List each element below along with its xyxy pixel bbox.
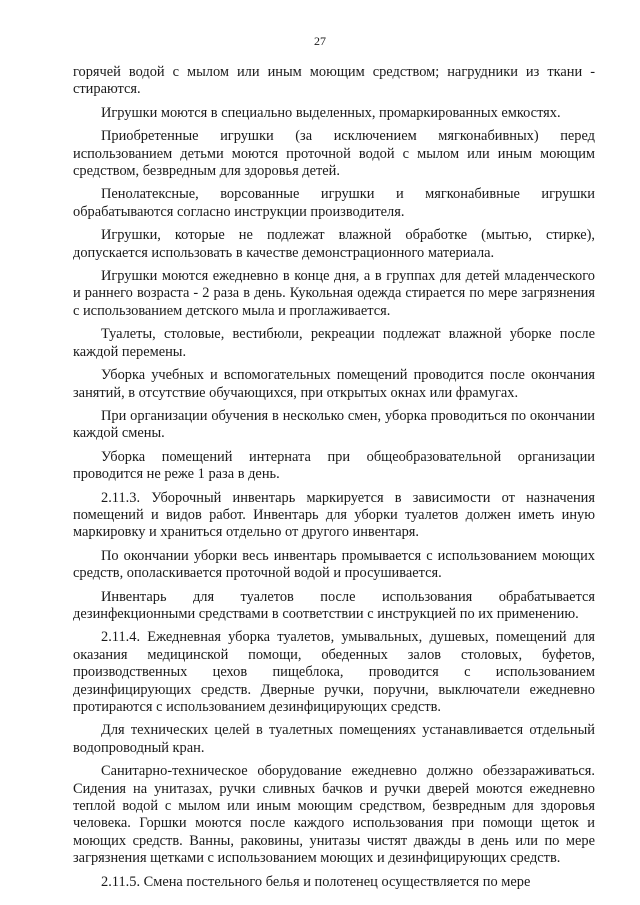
paragraph: Игрушки моются ежедневно в конце дня, а в группах для детей младенческого и раннего возраста - 2 раза в день. Кукольная одежда стирается по мере загрязнения с использованием детского мыла и проглаживается. (73, 268, 595, 319)
document-text (73, 64, 595, 897)
paragraph: 2.11.5. Смена постельного белья и полотенец осуществляется по мере (101, 873, 531, 890)
paragraph: Санитарно-техническое оборудование ежедневно должно обеззараживаться. Сидения на унитазах, ручки сливных бачков и ручки дверей моются ежедневно теплой водой с мылом или иным моющим средством, безвредным для здоровья человека. Горшки моются после каждого использования при помощи щеток и моющих средств. Ванны, раковины, унитазы чистят дважды в день или по мере загрязнения щетками с использованием моющих и дезинфицирующих средств. (73, 763, 595, 867)
paragraph: 2.11.4. Ежедневная уборка туалетов, умывальных, душевых, помещений для оказания медицинской помощи, обеденных залов столовых, буфетов, производственных цехов пищеблока, проводится с использованием дезинфицирующих средств. Дверные ручки, поручни, выключатели ежедневно протираются с использованием дезинфицирующих средств. (73, 629, 595, 715)
paragraph: Уборка помещений интерната при общеобразовательной организации проводится не реже 1 раза в день. (73, 448, 595, 483)
paragraph: Инвентарь для туалетов после использования обрабатывается дезинфекционными средствами в соответствии с инструкцией по их применению. (73, 588, 595, 622)
paragraph: Для технических целей в туалетных помещениях устанавливается отдельный водопроводный кран. (73, 722, 595, 756)
paragraph: Пенолатексные, ворсованные игрушки и мягконабивные игрушки обрабатываются согласно инструкции производителя. (73, 186, 595, 220)
paragraph: Приобретенные игрушки (за исключением мягконабивных) перед использованием детьми моются проточной водой с мылом или иным моющим средством, безвредным для здоровья детей. (73, 128, 595, 180)
paragraph: Туалеты, столовые, вестибюли, рекреации подлежат влажной уборке после каждой перемены. (73, 326, 595, 360)
paragraph: При организации обучения в несколько смен, уборка проводиться по окончании каждой смены. (73, 407, 595, 442)
paragraph: горячей водой с мылом или иным моющим средством; нагрудники из ткани - стираются. (73, 64, 595, 98)
paragraph: Уборка учебных и вспомогательных помещений проводится после окончания занятий, в отсутствие обучающихся, при открытых окнах или фрамугах. (73, 367, 595, 401)
paragraph: Игрушки моются в специально выделенных, промаркированных емкостях. (101, 104, 561, 121)
paragraph: По окончании уборки весь инвентарь промывается с использованием моющих средств, ополаскивается проточной водой и просушивается. (73, 547, 595, 582)
page-number: 27 (314, 34, 326, 48)
paragraph: 2.11.3. Уборочный инвентарь маркируется в зависимости от назначения помещений и видов работ. Инвентарь для уборки туалетов должен иметь иную маркировку и храниться отдельно от другого инвентаря. (73, 489, 595, 541)
paragraph: Игрушки, которые не подлежат влажной обработке (мытью, стирке), допускается использовать в качестве демонстрационного материала. (73, 227, 595, 261)
